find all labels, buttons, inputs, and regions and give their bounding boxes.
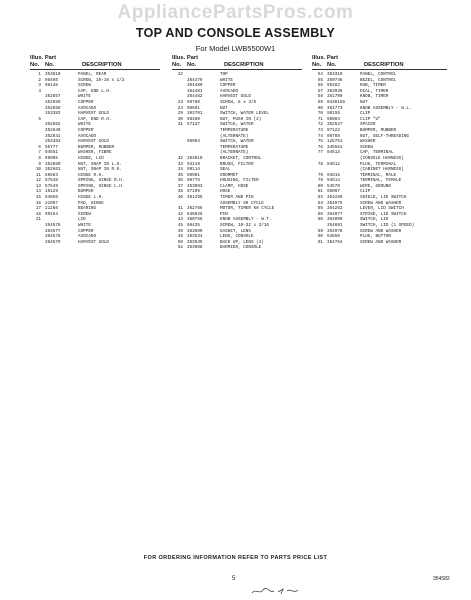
part-no: 353609 <box>187 228 203 234</box>
part-no: 354977 <box>327 211 343 217</box>
parts-list <box>312 72 447 245</box>
header-illus-part: Illus. Part <box>312 55 339 61</box>
parts-column-1 <box>30 55 160 245</box>
illus-no: 60 <box>317 105 323 111</box>
part-description: AVOCADO <box>78 133 97 139</box>
part-description: BUMPER <box>78 189 94 195</box>
part-description: WASHER <box>360 139 376 145</box>
illus-no: 36 <box>177 178 183 184</box>
illus-no: 50 <box>177 239 183 245</box>
part-no: 21268 <box>45 206 58 212</box>
part-no: 352841 <box>45 133 61 139</box>
part-description: AVOCADO <box>220 88 239 94</box>
part-no: 354577 <box>45 228 61 234</box>
part-no: 352527 <box>327 122 343 128</box>
illus-no: 1 <box>38 72 41 77</box>
part-no: 360756 <box>187 217 203 223</box>
illus-no: 83 <box>317 195 323 201</box>
illus-no: 56 <box>317 83 323 89</box>
part-description: TERMINAL, MALE <box>360 172 397 178</box>
part-no: 352659 <box>45 99 61 105</box>
part-description: CAP, END R.H. <box>78 116 112 122</box>
part-description: BUMPER, RUBBER <box>360 127 397 133</box>
illus-no: 17 <box>35 206 41 212</box>
illus-no: 21 <box>35 217 41 223</box>
part-no: 95097 <box>327 189 340 195</box>
illus-no: 86 <box>317 217 323 223</box>
illus-no: 23 <box>177 99 183 105</box>
part-no: 353534 <box>187 234 203 240</box>
header-no: No. <box>312 61 322 68</box>
part-description: TERMINAL, FEMALE <box>360 178 402 184</box>
illus-no: 81 <box>317 189 323 195</box>
part-no: 351709 <box>327 94 343 100</box>
part-description: HOSE <box>220 189 231 195</box>
part-no: 98591 <box>187 105 200 111</box>
part-description: KNOB ASSEMBLY - W.L. <box>360 105 412 111</box>
part-no: 98460 <box>187 116 200 122</box>
illus-no: 45 <box>177 223 183 229</box>
illus-no: 78 <box>317 161 323 167</box>
part-no: 94612 <box>327 161 340 167</box>
illus-no: 16 <box>35 200 41 206</box>
part-description: TEMPERATURE <box>220 144 249 150</box>
part-no: 90155 <box>327 111 340 117</box>
part-no: 54650 <box>327 234 340 240</box>
part-description: BEZEL, CONTROL <box>360 77 397 83</box>
illus-no: 40 <box>177 195 183 201</box>
part-description: SCREW, 10-16 x 1/2 <box>78 77 125 83</box>
part-description: WIRE, GROUND <box>360 183 391 189</box>
part-description: GASKET, LENS <box>220 228 251 234</box>
illus-no: 58 <box>317 94 323 100</box>
illus-no: 75 <box>317 139 323 145</box>
illus-no: 29 <box>177 111 183 117</box>
header-no: No. <box>30 61 40 68</box>
part-no: 353319 <box>327 72 343 77</box>
illus-no: 43 <box>177 217 183 223</box>
part-description: PANEL, REAR <box>78 72 107 77</box>
illus-no: 55 <box>317 77 323 83</box>
part-description: SCREW <box>360 144 373 150</box>
illus-no: 42 <box>177 211 183 217</box>
part-no: 354280 <box>327 195 343 201</box>
document-code: 354582 <box>433 576 450 582</box>
illus-no: 33 <box>177 161 183 167</box>
part-description: LID <box>78 217 86 223</box>
illus-no: 22 <box>177 72 183 77</box>
part-description: SCREW <box>78 211 91 217</box>
part-description: RUB, TIMER <box>360 83 386 89</box>
part-description: CLAMP, HOSE <box>220 183 249 189</box>
part-no: 96760 <box>187 99 200 105</box>
part-no: 363701 <box>187 111 203 117</box>
part-no: 97122 <box>327 127 340 133</box>
part-no: 95282 <box>327 83 340 89</box>
part-description: COPPER <box>220 83 236 89</box>
part-no: 9436165 <box>327 99 346 105</box>
page-title: TOP AND CONSOLE ASSEMBLY <box>135 26 336 40</box>
illus-no: 2 <box>38 77 41 83</box>
illus-no: 70 <box>317 111 323 117</box>
part-no: 54570 <box>327 183 340 189</box>
part-description: MOTOR, TIMER 60 CYCLE <box>220 206 275 212</box>
part-no: 125751 <box>327 139 343 145</box>
part-description: TIMER AND PIN <box>220 195 254 201</box>
illus-no: 8 <box>38 155 41 161</box>
part-no: 19129 <box>45 189 58 195</box>
part-no: 98466 <box>45 77 58 83</box>
part-description: KNOB, TIMER <box>360 94 389 100</box>
part-description: SCREW AND WASHER <box>360 239 402 245</box>
illus-no: 41 <box>177 206 183 212</box>
part-no: 94119 <box>187 161 200 167</box>
handwritten-mark <box>250 586 300 596</box>
illus-no: 18 <box>35 211 41 217</box>
part-no: 350746 <box>327 77 343 83</box>
header-part-no: No. <box>327 61 337 68</box>
part-description: WHITE <box>78 122 91 128</box>
part-description: WHITE <box>78 223 91 229</box>
illus-no: 31 <box>177 122 183 128</box>
part-description: SCREW, 8 x 3/8 <box>220 99 257 105</box>
part-description: WHITE <box>220 77 233 83</box>
part-description: CLIP <box>360 111 371 117</box>
page-number: 5 <box>232 576 236 582</box>
part-no: 362766 <box>187 206 203 212</box>
part-no: 98435 <box>187 223 200 229</box>
part-description: SCREW AND WASHER <box>360 228 402 234</box>
part-description: WHITE <box>78 94 91 100</box>
ordering-note: FOR ORDERING INFORMATION REFER TO PARTS PRICE LIST <box>143 555 328 561</box>
illus-no: 79 <box>317 172 323 178</box>
part-no: 354976 <box>327 200 343 206</box>
part-no: 57548 <box>45 178 58 184</box>
part-description: SWITCH, WATER <box>220 139 254 145</box>
page-subtitle: For Model LWB5500W1 <box>195 44 276 53</box>
part-description: COPPER <box>78 99 94 105</box>
part-description: AVOCADO <box>78 234 97 240</box>
part-description: STRIKE, LID SWITCH <box>360 211 407 217</box>
illus-no: 71 <box>317 116 323 122</box>
illus-no: 85 <box>317 206 323 212</box>
parts-column-2 <box>172 55 302 251</box>
illus-no: 59 <box>317 99 323 105</box>
part-description: SPRING, HINGE R.H. <box>78 178 125 184</box>
column-header <box>172 55 302 70</box>
illus-no: 80 <box>317 183 323 189</box>
illus-no: 57 <box>317 88 323 94</box>
part-description: COPPER <box>78 127 94 133</box>
part-no: 97109 <box>187 189 200 195</box>
illus-no: 4 <box>38 88 41 94</box>
part-description: SWITCH, WATER LEVEL <box>220 111 269 117</box>
part-no: 353383 <box>45 139 61 145</box>
illus-no: 24 <box>177 105 183 111</box>
part-no: 352658 <box>45 105 61 111</box>
parts-list <box>172 72 302 251</box>
part-description: ASSEMBLY 60 CYCLE <box>220 200 264 206</box>
part-no: 98084 <box>327 116 340 122</box>
part-no: 94613 <box>327 150 340 156</box>
header-no: No. <box>172 61 182 68</box>
part-description: HINGE R.H. <box>78 172 104 178</box>
part-no: 352657 <box>45 94 61 100</box>
part-no: 354090 <box>327 217 343 223</box>
illus-no: 90 <box>317 234 323 240</box>
part-description: SWITCH, WATER <box>220 122 254 128</box>
header-description: DESCRIPTION <box>224 61 264 68</box>
illus-no: 34 <box>177 167 183 173</box>
illus-no: 5 <box>38 116 41 122</box>
part-no: 354576 <box>45 223 61 229</box>
part-no: 354262 <box>327 206 343 212</box>
part-no: 364481 <box>187 88 203 94</box>
part-description: PLUG, TERMINAL <box>360 161 397 167</box>
part-no: 363936 <box>327 88 343 94</box>
part-description: (ALTERNATE) <box>220 133 249 139</box>
part-description: SCREW AND WASHER <box>360 200 402 206</box>
parts-row <box>172 245 302 251</box>
column-header <box>312 55 447 70</box>
part-description: NUT <box>360 99 368 105</box>
part-no: 94615 <box>327 172 340 178</box>
part-description: HINGE, LID <box>78 155 104 161</box>
illus-no: 37 <box>177 183 183 189</box>
part-description: BACK UP, LENS (4) <box>220 239 264 245</box>
illus-no: 91 <box>317 239 323 245</box>
illus-no: 74 <box>317 133 323 139</box>
part-no: 364480 <box>187 83 203 89</box>
part-description: WASHER, FIBRE <box>78 150 112 156</box>
part-no: 364482 <box>187 94 203 100</box>
illus-no: 89 <box>317 228 323 234</box>
part-description: NUT <box>220 105 228 111</box>
part-description: KNOB ASSEMBLY - W.T. <box>220 217 272 223</box>
part-no: 57137 <box>187 122 200 128</box>
part-description: LEVER, LID SWITCH <box>360 206 404 212</box>
header-part-no: No. <box>187 61 197 68</box>
part-no: 95096 <box>45 155 58 161</box>
part-description: SCREW, 10-32 x 3/16 <box>220 223 269 229</box>
part-description: DIAL, TIMER <box>360 88 389 94</box>
part-description: (CABINET HARNESS) <box>360 167 404 173</box>
part-description: NUT, SELF-THREADING <box>360 133 409 139</box>
part-no: 99154 <box>45 211 58 217</box>
part-description: AVOCADO <box>78 105 97 111</box>
part-no: 361295 <box>187 195 203 201</box>
part-no: 94551 <box>45 150 58 156</box>
illus-no: 49 <box>177 234 183 240</box>
part-no: 354978 <box>327 228 343 234</box>
illus-no: 6 <box>38 144 41 150</box>
illus-no: 9 <box>38 161 41 167</box>
parts-row <box>312 240 447 246</box>
part-description: BARRIER, CONSOLE <box>220 245 262 251</box>
part-no: 21097 <box>45 200 58 206</box>
illus-no: 30 <box>177 116 183 122</box>
part-description: BRUSH, FILTER <box>220 161 254 167</box>
part-no: 353610 <box>45 72 61 77</box>
part-description: NUT, PUSH IN (2) <box>220 116 262 122</box>
part-no: 56563 <box>45 172 58 178</box>
part-description: HARVEST GOLD <box>220 94 251 100</box>
illus-no: 52 <box>177 245 183 251</box>
parts-row <box>30 240 160 246</box>
part-description: CAP, END L.H. <box>78 88 112 94</box>
part-description: LENS, CONSOLE <box>220 234 254 240</box>
part-no: 353610 <box>187 155 203 161</box>
header-illus-part: Illus. Part <box>172 55 199 61</box>
part-description: (CONSOLE HARNESS) <box>360 155 404 161</box>
part-description: HINGE L.H. <box>78 195 104 201</box>
illus-no: 35 <box>177 172 183 178</box>
part-no: 352662 <box>45 122 61 128</box>
part-no: 99114 <box>187 167 200 173</box>
part-no: 98788 <box>327 133 340 139</box>
illus-no: 49 <box>177 228 183 234</box>
illus-no: 10 <box>35 167 41 173</box>
part-description: TOP <box>220 72 228 77</box>
part-description: PIN <box>220 211 228 217</box>
part-description: SWITCH, LID (1 SPEED) <box>360 223 415 229</box>
part-no: 353608 <box>187 245 203 251</box>
parts-list <box>30 72 160 245</box>
part-description: SCREW <box>78 83 91 89</box>
illus-no: 77 <box>317 150 323 156</box>
part-description: CLIP "U" <box>360 116 381 122</box>
part-description: PLUG, BUTTON <box>360 234 391 240</box>
part-description: (ALTERNATE) <box>220 150 249 156</box>
header-description: DESCRIPTION <box>364 61 404 68</box>
illus-no: 86 <box>317 211 323 217</box>
illus-no: 84 <box>317 200 323 206</box>
part-no: 90901 <box>187 172 200 178</box>
illus-no: 12 <box>35 178 41 184</box>
part-description: SPACER <box>360 122 376 128</box>
part-no: 54856 <box>45 195 58 201</box>
column-header <box>30 55 160 70</box>
part-description: GROMMET <box>220 172 239 178</box>
illus-no: 54 <box>317 72 323 77</box>
header-part-no: No. <box>45 61 55 68</box>
illus-no: 72 <box>317 122 323 128</box>
part-description: SWITCH, LID <box>360 217 389 223</box>
part-no: 354578 <box>45 234 61 240</box>
illus-no: 11 <box>35 172 41 178</box>
part-description: CLIP <box>360 189 371 195</box>
part-no: 354764 <box>327 239 343 245</box>
illus-no: 7 <box>38 150 41 156</box>
part-no: 352661 <box>45 167 61 173</box>
part-description: HOUSING, FILTER <box>220 178 259 184</box>
part-description: HARVEST GOLD <box>78 139 109 145</box>
part-no: 57549 <box>45 183 58 189</box>
part-description: TEMPERATURE <box>220 127 249 133</box>
part-no: 90776 <box>187 178 200 184</box>
part-description: BUMPER, RUBBER <box>78 144 115 150</box>
part-no: 646926 <box>187 211 203 217</box>
illus-no: 79 <box>317 178 323 184</box>
part-no: 95964 <box>187 139 200 145</box>
part-description: BRACKET, CONTROL <box>220 155 262 161</box>
part-description: COPPER <box>78 228 94 234</box>
part-no: 354691 <box>327 223 343 229</box>
part-no: 353093 <box>187 183 203 189</box>
part-no: 95777 <box>45 144 58 150</box>
part-description: SEAL <box>220 167 231 173</box>
illus-no: 14 <box>35 189 41 195</box>
illus-no: 38 <box>177 189 183 195</box>
part-description: BEARING <box>78 206 97 212</box>
illus-no: 76 <box>317 144 323 150</box>
part-no: 361773 <box>327 105 343 111</box>
part-description: SPRING, HINGE L.H. <box>78 183 125 189</box>
part-description: HARVEST GOLD <box>78 111 109 117</box>
part-no: 364479 <box>187 77 203 83</box>
part-no: 345561 <box>327 144 343 150</box>
watermark: AppliancePartsPros.com <box>117 2 354 23</box>
part-no: 352660 <box>45 161 61 167</box>
parts-column-3 <box>312 55 447 245</box>
header-illus-part: Illus. Part <box>30 55 57 61</box>
part-description: HARVEST GOLD <box>78 239 109 245</box>
part-no: 352840 <box>45 127 61 133</box>
part-no: 353383 <box>45 111 61 117</box>
part-description: NUT, SNAP IN L.H. <box>78 161 122 167</box>
illus-no: 15 <box>35 195 41 201</box>
illus-no: 13 <box>35 183 41 189</box>
part-no: 94614 <box>327 178 340 184</box>
part-description: NUT, SNAP IN R.H. <box>78 167 122 173</box>
part-description: PAD, HINGE <box>78 200 104 206</box>
header-description: DESCRIPTION <box>82 61 122 68</box>
part-no: 353535 <box>187 239 203 245</box>
illus-no: 73 <box>317 127 323 133</box>
part-description: SHIELD, LID SWITCH <box>360 195 407 201</box>
illus-no: 3 <box>38 83 41 89</box>
illus-no: 32 <box>177 155 183 161</box>
part-description: PANEL, CONTROL <box>360 72 397 77</box>
part-no: 354579 <box>45 239 61 245</box>
part-description: CAP, TERMINAL <box>360 150 394 156</box>
part-no: 98146 <box>45 83 58 89</box>
